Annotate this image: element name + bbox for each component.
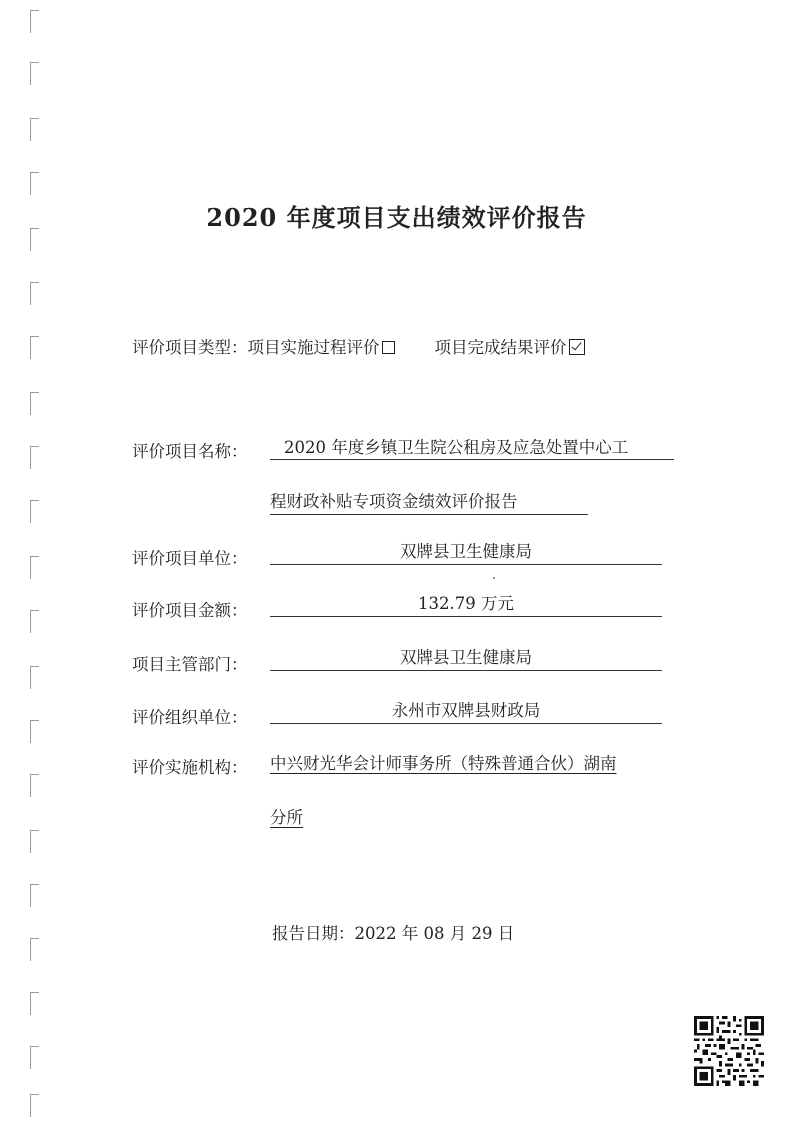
binding-mark xyxy=(30,1046,39,1069)
implementing-agency-line1: 中兴财光华会计师事务所（特殊普通合伙）湖南 xyxy=(270,754,617,773)
project-name-line1: 2020 年度乡镇卫生院公租房及应急处置中心工 xyxy=(270,436,674,460)
binding-mark xyxy=(30,774,39,797)
binding-mark xyxy=(30,720,39,743)
organizing-unit-value: 永州市双牌县财政局 xyxy=(270,699,662,724)
binding-mark xyxy=(30,1094,39,1117)
scan-speck xyxy=(493,577,495,579)
report-date: 报告日期：2022 年 08 月 29 日 xyxy=(272,924,515,943)
binding-mark xyxy=(30,336,39,359)
evaluation-type-label: 评价项目类型： xyxy=(132,338,248,357)
binding-mark xyxy=(30,938,39,961)
implementing-agency-line2: 分所 xyxy=(270,808,303,827)
binding-mark xyxy=(30,556,39,579)
binding-mark xyxy=(30,884,39,907)
option-result-checkbox[interactable] xyxy=(569,339,585,355)
binding-mark xyxy=(30,10,39,33)
binding-mark xyxy=(30,666,39,689)
option-result-label: 项目完成结果评价 xyxy=(434,338,567,357)
project-name-label: 评价项目名称： xyxy=(132,442,248,461)
binding-mark xyxy=(30,830,39,853)
supervising-dept-value: 双牌县卫生健康局 xyxy=(270,646,662,671)
binding-mark xyxy=(30,392,39,415)
option-process-label: 项目实施过程评价 xyxy=(247,338,380,357)
binding-mark xyxy=(30,500,39,523)
supervising-dept-label: 项目主管部门： xyxy=(132,655,248,674)
project-amount-label: 评价项目金额： xyxy=(132,601,248,620)
evaluation-type-row xyxy=(132,334,585,358)
option-process-checkbox[interactable] xyxy=(382,341,395,354)
binding-mark xyxy=(30,992,39,1015)
report-title: 2020 年度项目支出绩效评价报告 xyxy=(206,203,587,232)
project-name-line2: 程财政补贴专项资金绩效评价报告 xyxy=(270,490,588,515)
organizing-unit-label: 评价组织单位： xyxy=(132,708,248,727)
binding-marks xyxy=(30,0,42,1121)
binding-mark xyxy=(30,282,39,305)
binding-mark xyxy=(30,118,39,141)
binding-mark xyxy=(30,62,39,85)
project-unit-value: 双牌县卫生健康局 xyxy=(270,540,662,565)
project-unit-label: 评价项目单位： xyxy=(132,549,248,568)
binding-mark xyxy=(30,172,39,195)
binding-mark xyxy=(30,446,39,469)
project-amount-value: 132.79 万元 xyxy=(270,592,662,617)
option-result xyxy=(435,334,585,358)
option-process xyxy=(248,334,395,358)
binding-mark xyxy=(30,610,39,633)
implementing-agency-label: 评价实施机构： xyxy=(132,758,248,777)
qr-code xyxy=(694,1016,764,1086)
